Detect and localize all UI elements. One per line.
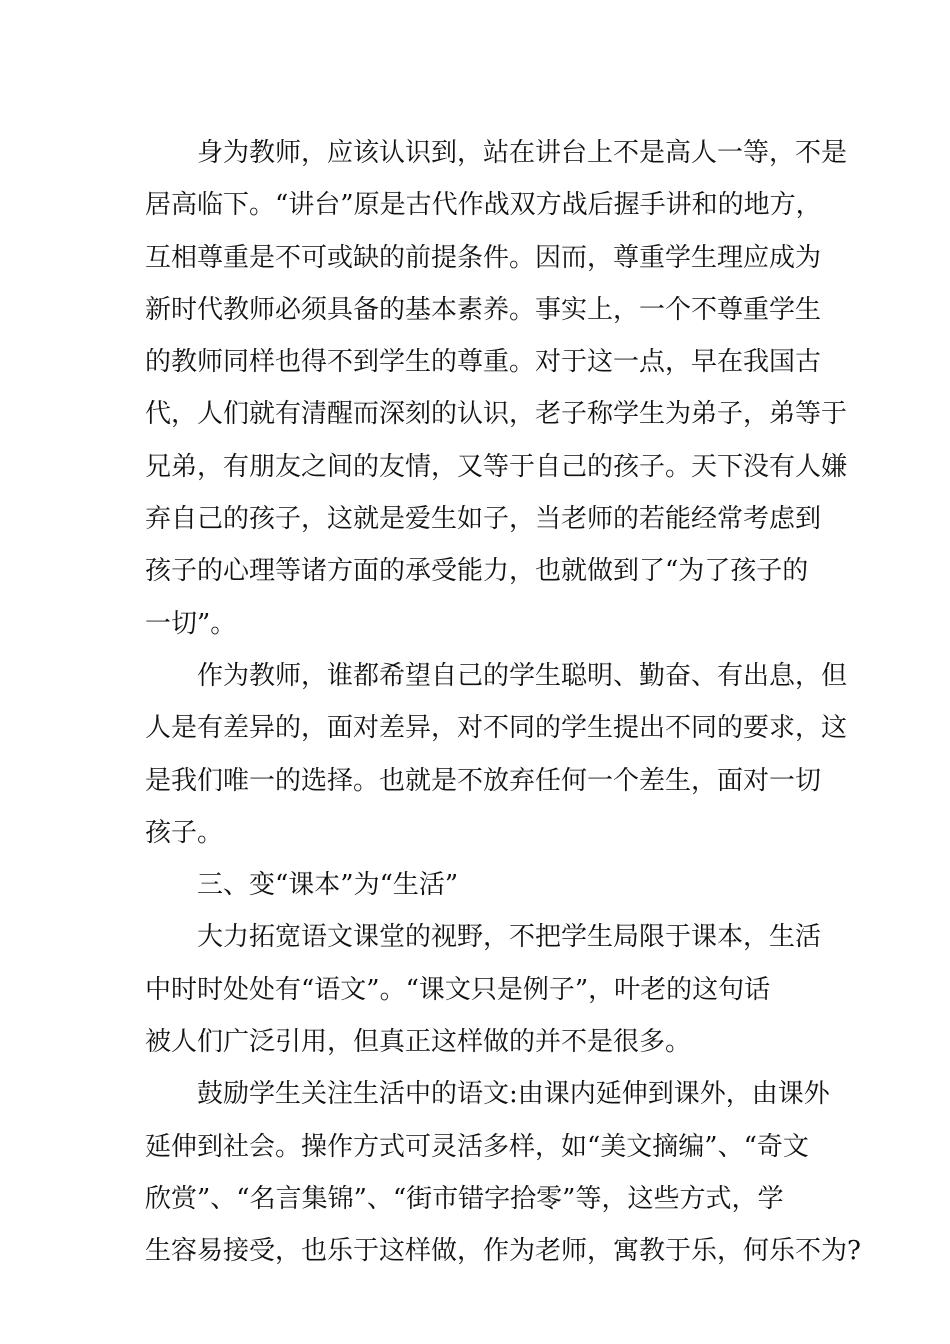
paragraph-1-line-9: 孩子的心理等诸方面的承受能力，也就做到了“为了孩子的 (145, 556, 809, 587)
paragraph-3-line-3: 被人们广泛引用，但真正这样做的并不是很多。 (145, 1027, 692, 1058)
paragraph-2-line-1: 作为教师，谁都希望自己的学生聪明、勤奋、有出息，但 (197, 660, 848, 691)
section-heading: 三、变“课本”为“生活” (197, 870, 459, 901)
paragraph-1-line-8: 弃自己的孩子，这就是爱生如子，当老师的若能经常考虑到 (145, 504, 822, 535)
paragraph-1-line-1: 身为教师，应该认识到，站在讲台上不是高人一等，不是 (197, 138, 848, 168)
paragraph-1-line-5: 的教师同样也得不到学生的尊重。对于这一点，早在我国古 (145, 347, 822, 378)
paragraph-1-line-3: 互相尊重是不可或缺的前提条件。因而，尊重学生理应成为 (145, 242, 822, 273)
paragraph-2-line-2: 人是有差异的，面对差异，对不同的学生提出不同的要求，这 (145, 713, 848, 744)
body-text (145, 127, 861, 1278)
paragraph-3-line-2: 中时时处处有“语文”。“课文只是例子”，叶老的这句话 (145, 974, 771, 1005)
paragraph-2-line-3: 是我们唯一的选择。也就是不放弃任何一个差生，面对一切 (145, 765, 822, 796)
paragraph-1-line-10: 一切”。 (145, 608, 237, 639)
paragraph-1-line-2: 居高临下。“讲台”原是古代作战双方战后握手讲和的地方， (145, 190, 822, 221)
paragraph-1-line-6: 代，人们就有清醒而深刻的认识，老子称学生为弟子，弟等于 (145, 399, 848, 430)
paragraph-1-line-7: 兄弟，有朋友之间的友情，又等于自己的孩子。天下没有人嫌 (145, 451, 848, 482)
paragraph-4-line-3: 欣赏”、“名言集锦”、“街市错字拾零”等，这些方式，学 (145, 1183, 784, 1214)
paragraph-3-line-1: 大力拓宽语文课堂的视野，不把学生局限于课本，生活 (197, 922, 822, 953)
paragraph-4-line-2: 延伸到社会。操作方式可灵活多样，如“美文摘编”、“奇文 (145, 1131, 809, 1162)
paragraph-2-line-4: 孩子。 (145, 817, 224, 848)
paragraph-4-line-1: 鼓励学生关注生活中的语文:由课内延伸到课外，由课外 (197, 1079, 830, 1110)
paragraph-1-line-4: 新时代教师必须具备的基本素养。事实上，一个不尊重学生 (145, 294, 822, 325)
paragraph-4-line-4: 生容易接受，也乐于这样做，作为老师，寓教于乐，何乐不为? (145, 1236, 861, 1267)
